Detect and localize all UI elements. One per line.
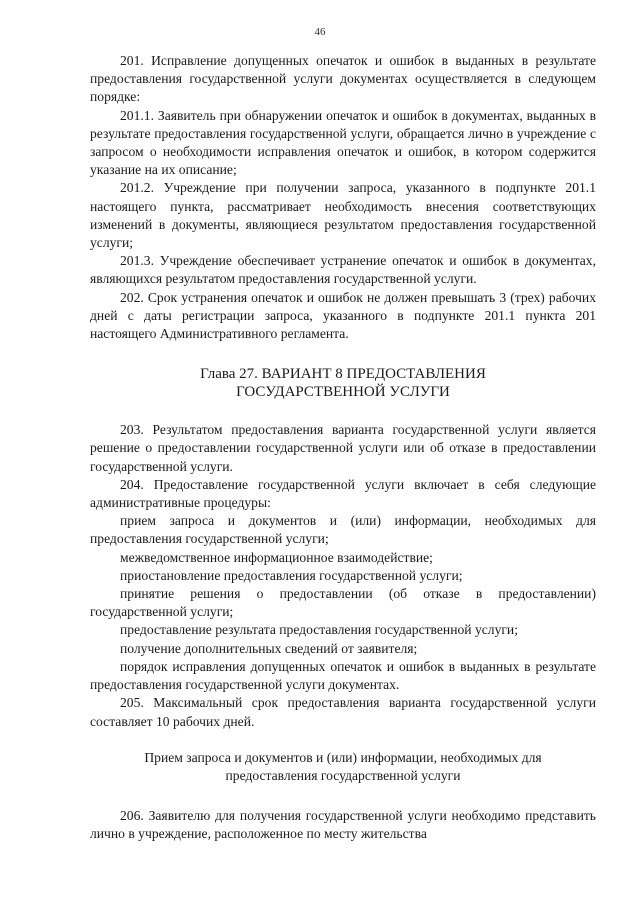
section-heading-line1: Прием запроса и документов и (или) информации, необходимых для	[144, 749, 542, 765]
paragraph-201-2: 201.2. Учреждение при получении запроса, указанного в подпункте 201.1 настоящего пункта, рассматривает необходимость внесения соответствующих изменений в документы, являющиеся результатом предоставления государственной услуги;	[90, 180, 596, 251]
paragraph-204: 204. Предоставление государственной услуги включает в себя следующие административные процедуры:	[90, 476, 596, 511]
list-item: предоставление результата предоставления государственной услуги;	[120, 622, 518, 638]
list-item: приостановление предоставления государственной услуги;	[120, 567, 463, 583]
paragraph-201-1: 201.1. Заявитель при обнаружении опечаток и ошибок в документах, выданных в результате предоставления государственной услуги, обращается лично в учреждение с запросом о необходимости исправления опечаток и ошибок, в котором содержится указание на их описание;	[90, 107, 596, 178]
list-item: принятие решения о предоставлении (об отказе в предоставлении) государственной услуги;	[90, 586, 596, 620]
paragraph-201: 201. Исправление допущенных опечаток и ошибок в выданных в результате предоставления государственной услуги документах осуществляется в следующем порядке:	[90, 53, 596, 105]
list-item: межведомственное информационное взаимодействие;	[120, 549, 433, 565]
list-item: порядок исправления допущенных опечаток и ошибок в выданных в результате предоставления государственной услуги документах.	[90, 658, 596, 693]
section-heading	[90, 749, 596, 785]
paragraph-202: 202. Срок устранения опечаток и ошибок не должен превышать 3 (трех) рабочих дней с даты регистрации запроса, указанного в подпункте 201.1 пункта 201 настоящего Административного регламента.	[90, 289, 596, 342]
chapter-heading-line1: Глава 27. ВАРИАНТ 8 ПРЕДОСТАВЛЕНИЯ	[200, 366, 486, 383]
chapter-heading	[90, 365, 596, 401]
paragraph-206: 206. Заявителю для получения государственной услуги необходимо представить лично в учреждение, расположенное по месту жительства	[90, 808, 596, 842]
page-number: 46	[314, 26, 326, 38]
list-item: прием запроса и документов и (или) информации, необходимых для предоставления государственной услуги;	[90, 513, 596, 547]
chapter-heading-line2: ГОСУДАРСТВЕННОЙ УСЛУГИ	[236, 384, 450, 401]
document-body	[90, 52, 596, 844]
paragraph-205: 205. Максимальный срок предоставления варианта государственной услуги составляет 10 рабочих дней.	[90, 695, 596, 729]
paragraph-203: 203. Результатом предоставления варианта государственной услуги является решение о предоставлении государственной услуги или об отказе в предоставлении государственной услуги.	[90, 422, 596, 474]
procedures-section	[90, 421, 596, 730]
section-heading-line2: предоставления государственной услуги	[225, 767, 461, 783]
paragraph-201-3: 201.3. Учреждение обеспечивает устранение опечаток и ошибок в документах, являющихся результатом предоставления государственной услуги.	[90, 253, 596, 287]
list-item: получение дополнительных сведений от заявителя;	[120, 640, 418, 656]
